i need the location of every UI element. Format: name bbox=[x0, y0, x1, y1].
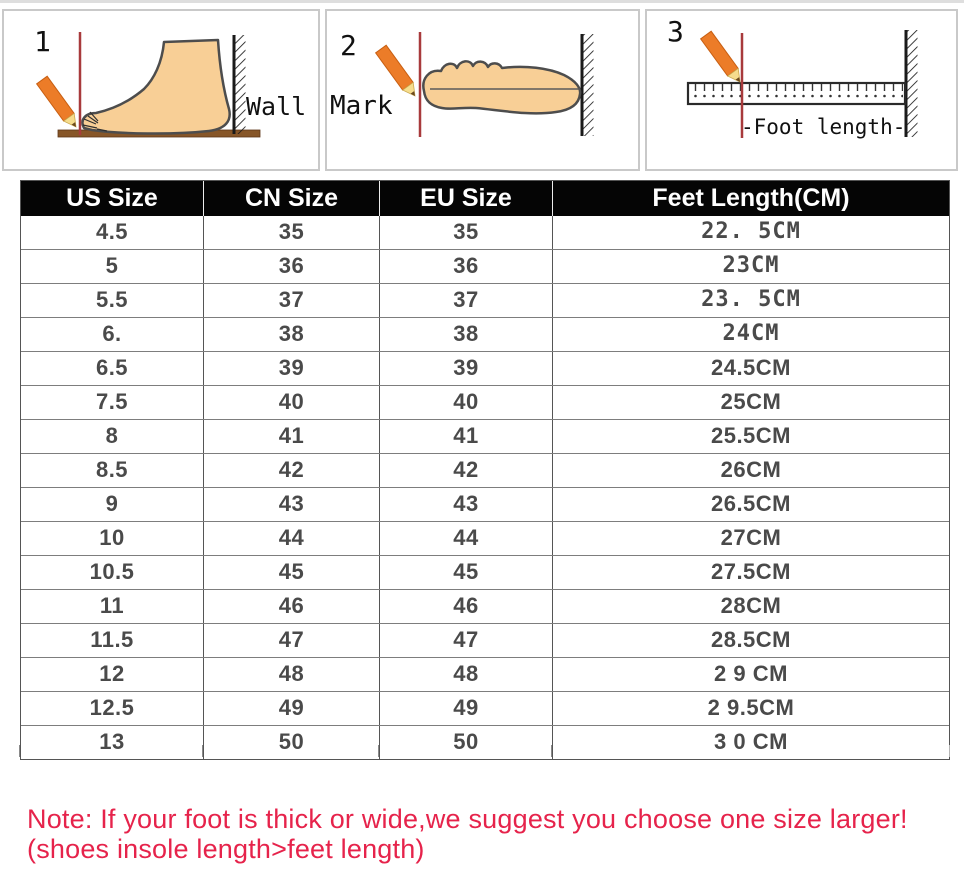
table-cell: 6.5 bbox=[95, 355, 129, 380]
table-cell: 49 bbox=[203, 692, 379, 725]
table-cell: 22. 5CM bbox=[552, 216, 949, 249]
column-header-eu-size: EU Size bbox=[379, 181, 552, 216]
table-cell: 9 bbox=[105, 491, 119, 516]
table-row bbox=[21, 623, 949, 657]
table-cell: 48 bbox=[379, 658, 552, 691]
table-cell: 48 bbox=[203, 658, 379, 691]
table-body bbox=[21, 216, 949, 759]
table-row bbox=[21, 657, 949, 691]
measure-step-2-panel bbox=[325, 9, 640, 171]
table-row bbox=[21, 216, 949, 249]
table-row bbox=[21, 555, 949, 589]
table-cell: 42 bbox=[203, 454, 379, 487]
step-number: 3 bbox=[667, 15, 684, 48]
table-cell: 42 bbox=[379, 454, 552, 487]
stub-line bbox=[551, 745, 950, 757]
table-row bbox=[21, 249, 949, 283]
table-cell: 37 bbox=[379, 284, 552, 317]
table-cell: 4.5 bbox=[95, 219, 129, 244]
table-cell: 7.5 bbox=[95, 389, 129, 414]
step-number: 1 bbox=[34, 25, 51, 58]
table-cell: 13 bbox=[99, 729, 125, 754]
table-cell: 11.5 bbox=[90, 627, 134, 652]
table-cell: 35 bbox=[379, 216, 552, 249]
table-cell: 43 bbox=[203, 488, 379, 521]
table-cell: 45 bbox=[203, 556, 379, 589]
table-cell: 39 bbox=[379, 352, 552, 385]
table-cell: 37 bbox=[203, 284, 379, 317]
table-cell: 35 bbox=[203, 216, 379, 249]
table-cell: 8.5 bbox=[95, 457, 129, 482]
table-cell: 39 bbox=[203, 352, 379, 385]
mark-label: Mark bbox=[330, 91, 393, 121]
stub-line bbox=[202, 745, 378, 757]
column-header-cn-size: CN Size bbox=[203, 181, 379, 216]
table-cell: 12 bbox=[99, 661, 125, 686]
table-cell: 8 bbox=[105, 423, 119, 448]
note-line-1: Note: If your foot is thick or wide,we suggest you choose one size larger! bbox=[27, 804, 908, 834]
stub-line bbox=[19, 745, 202, 757]
ruler-shape bbox=[688, 83, 905, 104]
foot-top-shape bbox=[423, 61, 580, 113]
table-cell: 24CM bbox=[552, 318, 949, 351]
table-cell: 24.5CM bbox=[552, 352, 949, 385]
table-cell: 47 bbox=[203, 624, 379, 657]
column-header-feet-length-cm-: Feet Length(CM) bbox=[552, 181, 949, 216]
table-cell: 40 bbox=[203, 386, 379, 419]
table-cell: 38 bbox=[203, 318, 379, 351]
measure-step-3-panel bbox=[645, 9, 958, 171]
table-cell: 25CM bbox=[552, 386, 949, 419]
size-chart-table bbox=[20, 180, 950, 760]
table-cell: 44 bbox=[379, 522, 552, 555]
table-cell: 27CM bbox=[552, 522, 949, 555]
table-cell: 41 bbox=[203, 420, 379, 453]
foot-length-label: -Foot length- bbox=[741, 115, 906, 139]
table-cell: 12.5 bbox=[89, 695, 135, 720]
table-cell: 50 bbox=[203, 726, 379, 759]
table-cell: 25.5CM bbox=[552, 420, 949, 453]
table-cell: 40 bbox=[379, 386, 552, 419]
table-cell: 26.5CM bbox=[552, 488, 949, 521]
table-row bbox=[21, 521, 949, 555]
table-cell: 11 bbox=[99, 593, 125, 618]
note-line-2: (shoes insole length>feet length) bbox=[27, 834, 425, 864]
table-row bbox=[21, 419, 949, 453]
table-row bbox=[21, 317, 949, 351]
wall-label: Wall bbox=[246, 92, 307, 121]
pencil-icon bbox=[37, 76, 82, 131]
table-cell: 49 bbox=[379, 692, 552, 725]
table-cell: 38 bbox=[379, 318, 552, 351]
foot-side-illustration bbox=[4, 11, 318, 169]
table-cell: 43 bbox=[379, 488, 552, 521]
measure-step-1-panel bbox=[2, 9, 320, 171]
table-cell: 10 bbox=[99, 525, 125, 550]
table-cell: 28.5CM bbox=[552, 624, 949, 657]
stub-line bbox=[378, 745, 551, 757]
table-cell: 41 bbox=[379, 420, 552, 453]
note-text bbox=[27, 804, 908, 864]
ruler-illustration bbox=[647, 11, 956, 169]
table-row bbox=[21, 691, 949, 725]
table-cell: 23. 5CM bbox=[552, 284, 949, 317]
table-header-row bbox=[21, 181, 949, 216]
table-cell: 45 bbox=[379, 556, 552, 589]
table-row bbox=[21, 283, 949, 317]
table-cell: 5.5 bbox=[95, 287, 129, 312]
wall-hatch bbox=[582, 34, 594, 136]
pencil-icon bbox=[701, 31, 746, 86]
table-row bbox=[21, 487, 949, 521]
table-cell: 10.5 bbox=[89, 559, 135, 584]
table-cell: 3 0 CM bbox=[552, 726, 949, 759]
wall-hatch bbox=[906, 30, 918, 137]
table-row bbox=[21, 385, 949, 419]
table-bottom-stubs bbox=[20, 745, 950, 757]
table-cell: 36 bbox=[203, 250, 379, 283]
top-divider-line bbox=[0, 0, 964, 3]
table-row bbox=[21, 453, 949, 487]
table-cell: 50 bbox=[379, 726, 552, 759]
table-cell: 26CM bbox=[552, 454, 949, 487]
table-cell: 23CM bbox=[552, 250, 949, 283]
table-row bbox=[21, 589, 949, 623]
table-cell: 44 bbox=[203, 522, 379, 555]
foot-top-illustration bbox=[327, 11, 638, 169]
table-cell: 46 bbox=[203, 590, 379, 623]
table-cell: 36 bbox=[379, 250, 552, 283]
table-cell: 28CM bbox=[552, 590, 949, 623]
table-cell: 47 bbox=[379, 624, 552, 657]
table-cell: 46 bbox=[379, 590, 552, 623]
table-cell: 27.5CM bbox=[552, 556, 949, 589]
foot-side-shape bbox=[83, 40, 230, 134]
table-cell: 2 9.5CM bbox=[552, 692, 949, 725]
table-cell: 6. bbox=[102, 321, 122, 346]
column-header-us-size: US Size bbox=[66, 184, 158, 212]
wall-hatch bbox=[234, 35, 246, 134]
table-row bbox=[21, 351, 949, 385]
table-cell: 2 9 CM bbox=[552, 658, 949, 691]
step-number: 2 bbox=[340, 29, 357, 62]
table-cell: 5 bbox=[105, 253, 119, 278]
